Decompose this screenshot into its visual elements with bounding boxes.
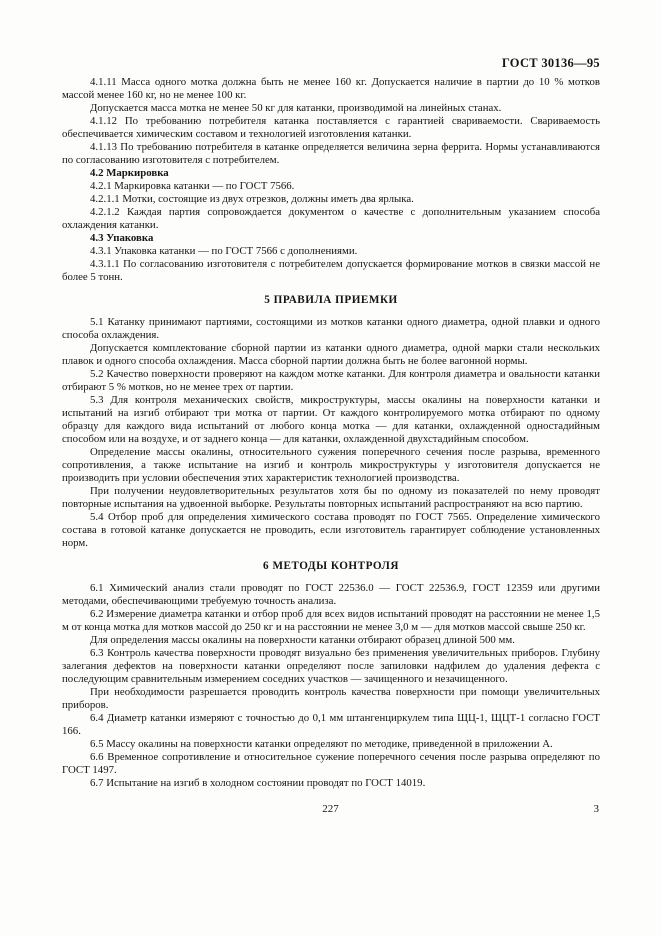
- paragraph: 4.3.1 Упаковка катанки — по ГОСТ 7566 с дополнениями.: [90, 245, 358, 257]
- paragraph: 4.1.13 По требованию потребителя в катанке определяется величина зерна феррита. Нормы устанавливаются по согласованию изготовителя с потребителем.: [62, 141, 600, 166]
- paragraph: 4.2.1.2 Каждая партия сопровождается документом о качестве с дополнительным указанием способа охлаждения катанки.: [62, 206, 600, 231]
- paragraph: 5.3 Для контроля механических свойств, микроструктуры, массы окалины на поверхности катанки и испытаний на изгиб отбирают три мотка от партии. От каждого контролируемого мотка отбирают по одному образцу для каждого вида испытаний от любого конца мотка — для катанки, охлажденной одностадийным способом или на воздухе, и от заднего конца — для катанки, охлажденной двухстадийным способом.: [62, 394, 600, 445]
- paragraph: 4.3.1.1 По согласованию изготовителя с потребителем допускается формирование мотков в связки массой не более 5 тонн.: [62, 258, 600, 283]
- paragraph: 6.4 Диаметр катанки измеряют с точностью до 0,1 мм штангенциркулем типа ЩЦ-1, ЩЦТ-1 согласно ГОСТ 166.: [62, 712, 600, 737]
- paragraph: 5.2 Качество поверхности проверяют на каждом мотке катанки. Для контроля диаметра и овальности катанки отбирают 5 % мотков, но не менее трех от партии.: [62, 368, 600, 393]
- page-number: 227: [322, 803, 339, 815]
- paragraph: При получении неудовлетворительных результатов хотя бы по одному из показателей по нему проводят повторные испытания на удвоенной выборке. Результаты повторных испытаний распространяют на всю партию.: [62, 485, 600, 510]
- paragraph: 6.3 Контроль качества поверхности проводят визуально без применения увеличительных приборов. Глубину залегания дефектов на поверхности катанки определяют после запиловки надфилем до удаления дефекта с последующим сравнительным измерением соседних участков — зачищенного и незачищенного.: [62, 647, 600, 685]
- section-heading: 5 ПРАВИЛА ПРИЕМКИ: [264, 294, 398, 306]
- paragraph: 6.7 Испытание на изгиб в холодном состоянии проводят по ГОСТ 14019.: [90, 777, 426, 789]
- paragraph: При необходимости разрешается проводить контроль качества поверхности при помощи увеличительных приборов.: [62, 686, 600, 711]
- paragraph: Для определения массы окалины на поверхности катанки отбирают образец длиной 500 мм.: [90, 634, 515, 646]
- paragraph: 4.2.1 Маркировка катанки — по ГОСТ 7566.: [90, 180, 295, 192]
- paragraph: 4.2.1.1 Мотки, состоящие из двух отрезков, должны иметь два ярлыка.: [90, 193, 414, 205]
- paragraph: 5.1 Катанку принимают партиями, состоящими из мотков катанки одного диаметра, одной плавки и одного способа охлаждения.: [62, 316, 600, 341]
- subsection-heading: 4.2 Маркировка: [90, 167, 169, 179]
- paragraph: 6.1 Химический анализ стали проводят по ГОСТ 22536.0 — ГОСТ 22536.9, ГОСТ 12359 или другими методами, обеспечивающими требуемую точность анализа.: [62, 582, 600, 607]
- sheet-number: 3: [593, 803, 599, 815]
- paragraph: 6.6 Временное сопротивление и относительное сужение поперечного сечения после разрыва определяют по ГОСТ 1497.: [62, 751, 600, 776]
- paragraph: Допускается комплектование сборной партии из катанки одного диаметра, одной марки стали нескольких плавок и одного способа охлаждения. Масса сборной партии должна быть не более вагонной нормы.: [62, 342, 600, 367]
- paragraph: 4.1.12 По требованию потребителя катанка поставляется с гарантией свариваемости. Свариваемость обеспечивается химическим составом и технологией изготовления катанки.: [62, 115, 600, 140]
- subsection-heading: 4.3 Упаковка: [90, 232, 154, 244]
- paragraph: Определение массы окалины, относительного сужения поперечного сечения после разрыва, временного сопротивления, а также испытание на изгиб и контроль микроструктуры у изготовителя допускается не производить при условии обеспечения этих характеристик технологией производства.: [62, 446, 600, 484]
- standard-header: ГОСТ 30136—95: [501, 56, 600, 70]
- document-body: [62, 76, 600, 790]
- paragraph: 5.4 Отбор проб для определения химического состава проводят по ГОСТ 7565. Определение химического состава в готовой катанке допускается не проводить, если изготовитель гарантирует соблюдение установленных норм.: [62, 511, 600, 549]
- paragraph: Допускается масса мотка не менее 50 кг для катанки, производимой на линейных станах.: [90, 102, 502, 114]
- paragraph: 6.2 Измерение диаметра катанки и отбор проб для всех видов испытаний проводят на расстоянии не менее 1,5 м от конца мотка для мотков массой до 250 кг и на расстоянии не менее 3,0 м — для мотков массой свыше 250 кг.: [62, 608, 600, 633]
- paragraph: 4.1.11 Масса одного мотка должна быть не менее 160 кг. Допускается наличие в партии до 10 % мотков массой менее 160 кг, но не менее 100 кг.: [62, 76, 600, 101]
- paragraph: 6.5 Массу окалины на поверхности катанки определяют по методике, приведенной в приложении А.: [90, 738, 553, 750]
- section-heading: 6 МЕТОДЫ КОНТРОЛЯ: [263, 560, 399, 572]
